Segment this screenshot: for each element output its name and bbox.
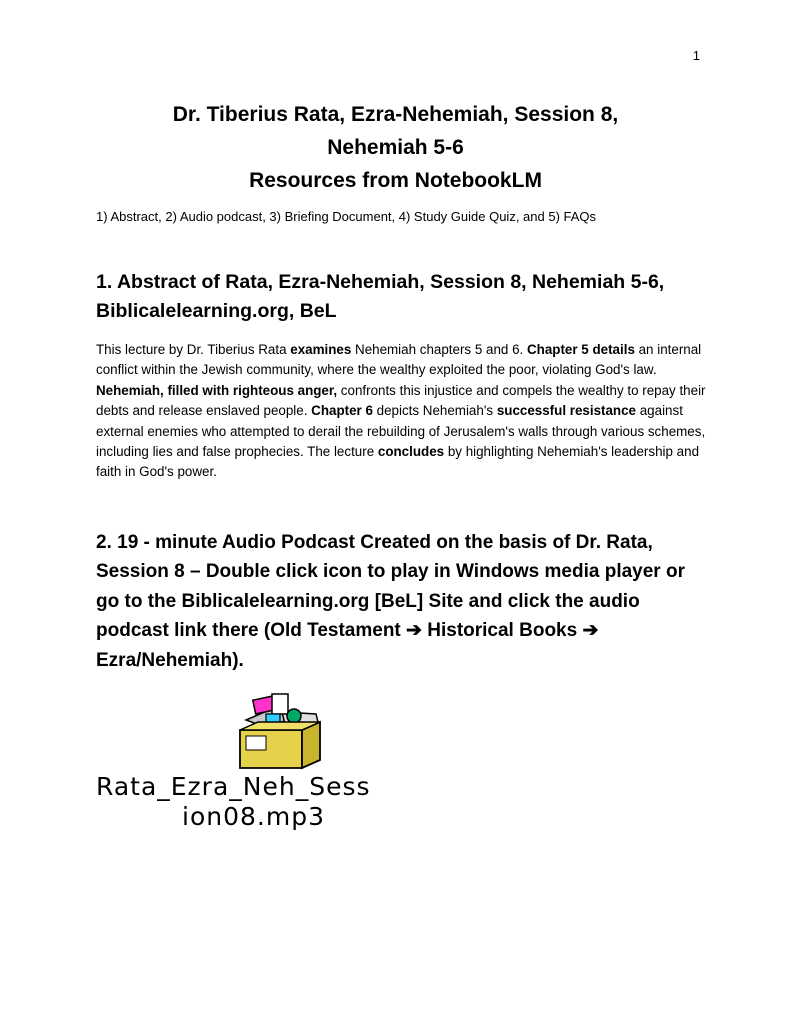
section2-heading-text: Ezra/Nehemiah). [96, 649, 244, 671]
document-title [0, 98, 791, 197]
abstract-emphasis: concludes [377, 444, 445, 460]
abstract-text: against external enemies who attempted to derail the rebuilding of Jerusalem's walls through various schemes, including lies and false prophecies. The lecture [96, 403, 706, 460]
abstract-emphasis: Nehemiah, filled with righteous anger, [96, 382, 338, 398]
package-icon[interactable] [224, 690, 334, 770]
abstract-text: an internal conflict within the Jewish community, where the wealthy exploited the poor, violating God's law. [96, 342, 702, 378]
page-number: 1 [692, 48, 700, 63]
arrow-right-icon: ➔ [406, 620, 422, 642]
abstract-emphasis: successful resistance [496, 403, 637, 419]
title-line-2: Nehemiah 5-6 [327, 136, 464, 159]
podcast-filename-line2: ion08.mp3 [182, 802, 325, 831]
section1-heading-line2: Biblicalelearning.org, BeL [96, 300, 337, 322]
section2-heading [96, 528, 706, 675]
abstract-emphasis: examines [290, 342, 352, 357]
abstract-text: confronts this injustice and compels the wealthy to repay their debts and release enslaved people. [96, 382, 706, 419]
arrow-right-icon: ➔ [582, 620, 599, 642]
section2-heading-text: Historical Books [421, 620, 583, 642]
section1-heading-line1: 1. Abstract of Rata, Ezra-Nehemiah, Session 8, Nehemiah 5-6, [96, 271, 665, 293]
podcast-filename[interactable] [96, 772, 476, 832]
section2-heading-text: 2. 19 - minute Audio Podcast Created on the basis of Dr. Rata, Session 8 – Double click icon to play in Windows media player or go to the Biblicalelearning.org [BeL] Site and click the audio podcast link there (Old Testament [96, 532, 685, 642]
abstract-paragraph [96, 340, 706, 483]
resources-list: 1) Abstract, 2) Audio podcast, 3) Briefing Document, 4) Study Guide Quiz, and 5) FAQs [96, 209, 597, 224]
abstract-text: by highlighting Nehemiah's leadership and faith in God's power. [96, 444, 700, 480]
title-line-1: Dr. Tiberius Rata, Ezra-Nehemiah, Session 8, [172, 103, 619, 126]
section1-heading [96, 268, 716, 326]
title-line-3: Resources from NotebookLM [249, 169, 542, 192]
audio-podcast-file[interactable] [96, 690, 496, 840]
abstract-emphasis: Chapter 6 [311, 403, 373, 419]
abstract-text: Nehemiah chapters 5 and 6. [351, 342, 527, 357]
podcast-filename-line1: Rata_Ezra_Neh_Sess [96, 772, 371, 801]
abstract-text: depicts Nehemiah's [372, 403, 497, 419]
abstract-emphasis: Chapter 5 details [526, 342, 635, 357]
abstract-text: This lecture by Dr. Tiberius Rata [96, 342, 291, 357]
